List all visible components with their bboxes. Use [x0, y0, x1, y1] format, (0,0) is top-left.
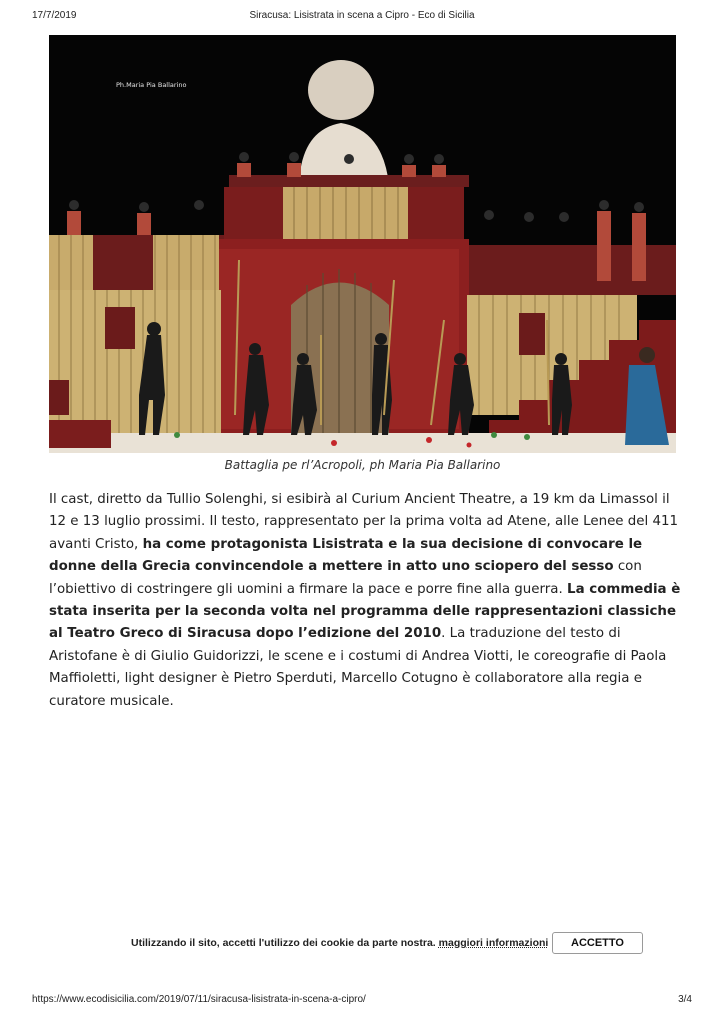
print-header [0, 10, 724, 26]
print-url: https://www.ecodisicilia.com/2019/07/11/siracusa-lisistrata-in-scena-a-cipro/ [32, 994, 366, 1005]
article-text: Il cast, diretto da Tullio Solenghi, si esibirà al Curium Ancient Theatre, a 19 km da Limassol il 12 e 13 luglio prossimi. Il testo, rappresentato per la prima volta ad Atene, alle Lenee del 411 avanti Cristo, [49, 492, 679, 552]
article-body [49, 489, 681, 713]
print-footer [0, 994, 724, 1008]
article-text: . La traduzione del testo di Aristofane è di Giulio Guidorizzi, le scene e i costumi di Andrea Viotti, le coreografie di Paola Maffioletti, light designer è Pietro Sperduti, Marcello Cotugno è collaboratore alla regia e curatore musicale. [49, 626, 667, 709]
stage-scene-icon [49, 35, 676, 453]
print-page-number: 3/4 [678, 994, 692, 1005]
article-photo [49, 35, 676, 453]
print-page-title: Siracusa: Lisistrata in scena a Cipro - Eco di Sicilia [249, 10, 475, 21]
article-paragraph [49, 489, 681, 713]
cookie-accept-button[interactable]: ACCETTO [552, 932, 643, 954]
cookie-notice [131, 937, 548, 949]
cookie-more-info-link[interactable]: maggiori informazioni [438, 937, 549, 949]
cookie-notice-text: Utilizzando il sito, accetti l'utilizzo dei cookie da parte nostra. [131, 937, 436, 949]
photo-caption: Battaglia pe rl’Acropoli, ph Maria Pia Ballarino [224, 458, 501, 472]
article-text: con l’obiettivo di costringere gli uomini a firmare la pace e porre fine alla guerra. [49, 559, 642, 597]
article-bold-text: ha come protagonista Lisistrata e la sua decisione di convocare le donne della Grecia convincendole a mettere in atto uno sciopero del sesso [49, 536, 643, 575]
print-date: 17/7/2019 [32, 10, 77, 21]
photo-credit: Ph.Maria Pia Ballarino [116, 81, 187, 89]
article-bold-text: La commedia è stata inserita per la seconda volta nel programma delle rappresentazioni classiche al Teatro Greco di Siracusa dopo l’edizione del 2010 [49, 581, 681, 642]
